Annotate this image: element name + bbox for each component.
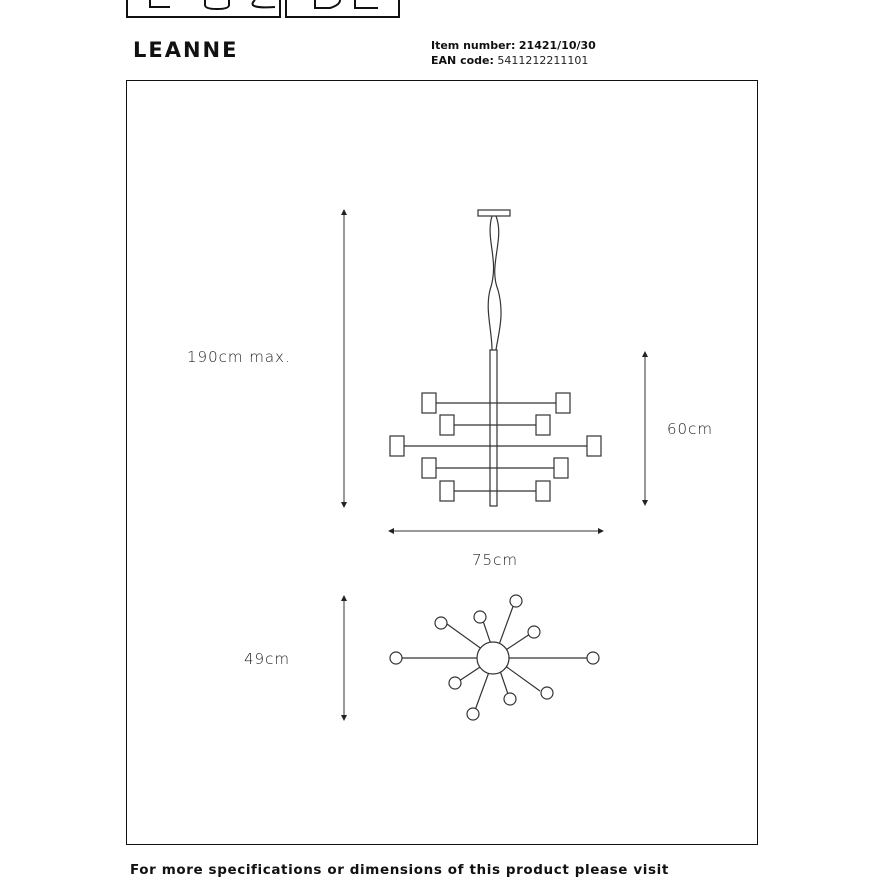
- pendant-top-view: [390, 595, 599, 720]
- ean-label: EAN code:: [431, 54, 494, 67]
- height-max-label: 190cm max.: [187, 348, 291, 366]
- footer-text: For more specifications or dimensions of this product please visit: [130, 862, 669, 878]
- item-number-value: 21421/10/30: [518, 39, 596, 52]
- item-number-label: Item number:: [431, 39, 516, 52]
- body-height-label: 60cm: [667, 420, 713, 438]
- width-label: 75cm: [472, 551, 518, 569]
- pendant-side-view: [390, 210, 601, 506]
- depth-label: 49cm: [244, 650, 290, 668]
- product-name: LEANNE: [133, 38, 239, 62]
- ean-value: 5411212211101: [497, 54, 589, 67]
